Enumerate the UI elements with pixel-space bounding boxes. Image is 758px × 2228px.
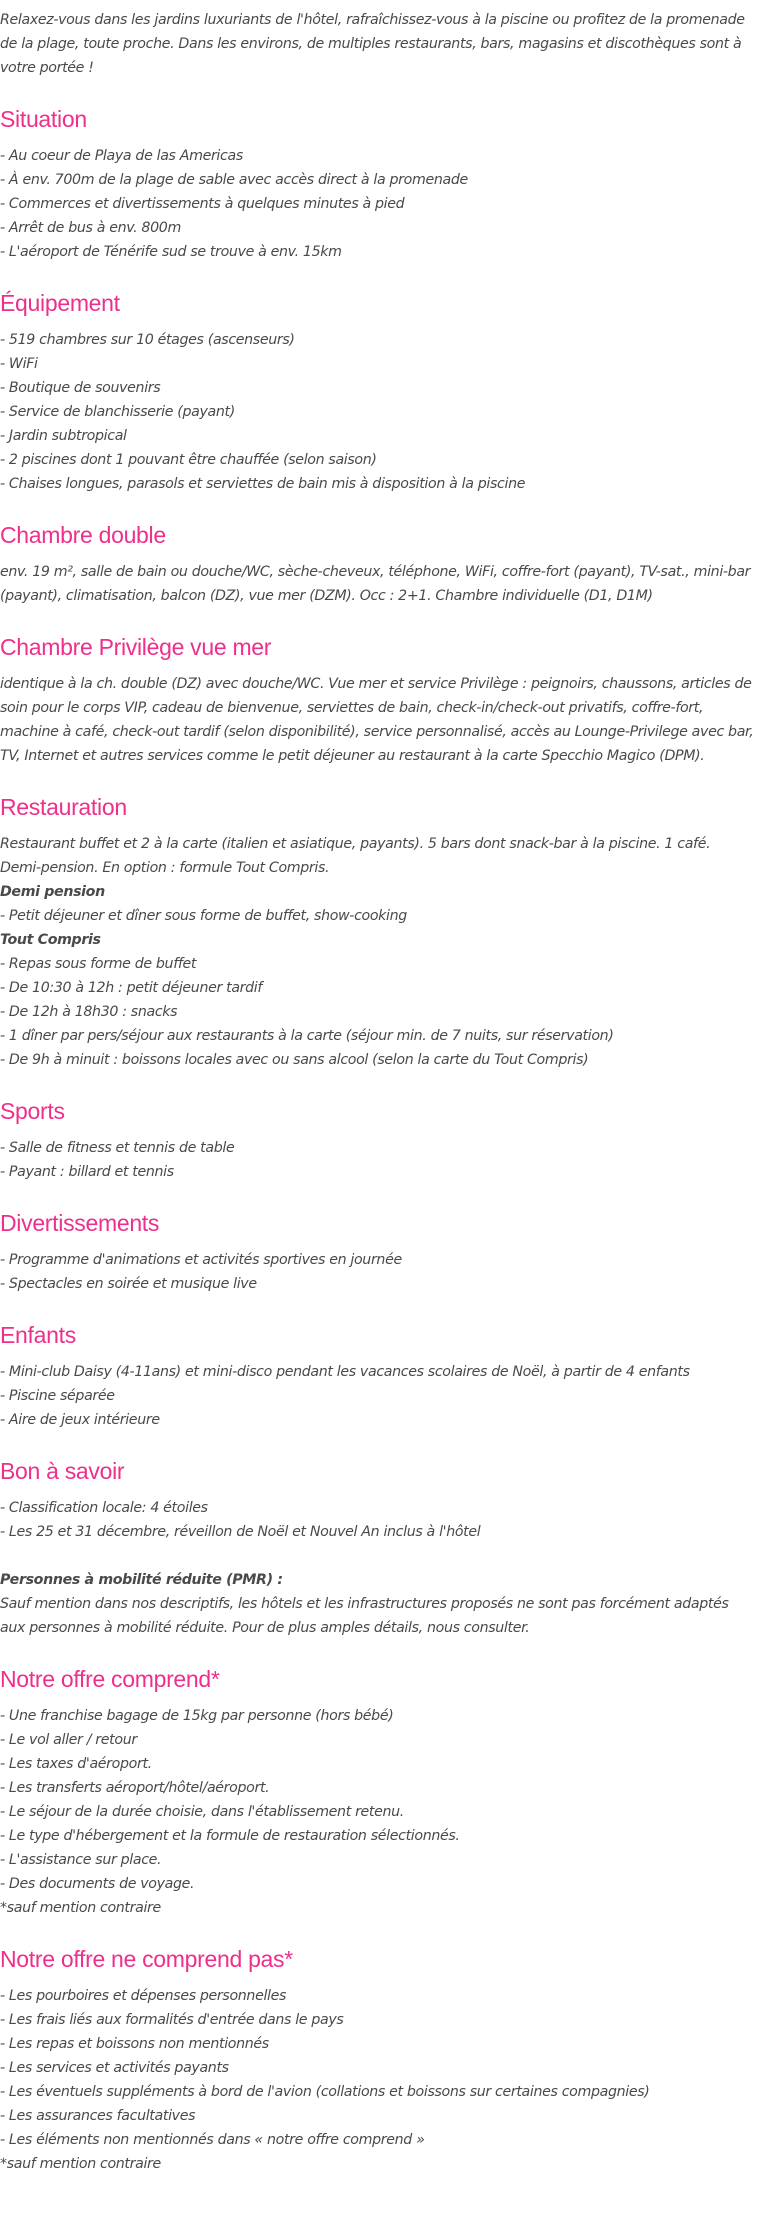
list-item: - Les repas et boissons non mentionnés (0, 2036, 269, 2052)
sports-section (0, 1096, 754, 1184)
list-item: - Les 25 et 31 décembre, réveillon de Noël et Nouvel An inclus à l'hôtel (0, 1524, 481, 1540)
list-item: - Repas sous forme de buffet (0, 956, 197, 972)
list-item: - Les assurances facultatives (0, 2108, 196, 2124)
list-item: - Classification locale: 4 étoiles (0, 1500, 208, 1516)
list-item: - Programme d'animations et activités sportives en journée (0, 1252, 402, 1268)
restauration-section (0, 792, 754, 1072)
bon-a-savoir-list (0, 1496, 754, 1544)
sports-heading: Sports (0, 1098, 65, 1124)
list-item: - De 10:30 à 12h : petit déjeuner tardif (0, 980, 263, 996)
list-item: - Le séjour de la durée choisie, dans l'établissement retenu. (0, 1804, 404, 1820)
situation-heading: Situation (0, 106, 87, 132)
list-item: - Une franchise bagage de 15kg par personne (hors bébé) (0, 1708, 394, 1724)
list-item: - Jardin subtropical (0, 428, 127, 444)
list-item: - Service de blanchisserie (payant) (0, 404, 235, 420)
list-item: - Le vol aller / retour (0, 1732, 137, 1748)
equipement-heading: Équipement (0, 290, 120, 316)
list-item: - Petit déjeuner et dîner sous forme de buffet, show-cooking (0, 908, 407, 924)
tout-compris-list (0, 952, 754, 1072)
chambre-privilege-section (0, 632, 754, 768)
offre-ne-comprend-section (0, 1944, 754, 2176)
enfants-list (0, 1360, 754, 1432)
offre-ne-comprend-heading: Notre offre ne comprend pas* (0, 1946, 293, 1972)
list-item: - Des documents de voyage. (0, 1876, 195, 1892)
list-item: - De 9h à minuit : boissons locales avec ou sans alcool (selon la carte du Tout Compris) (0, 1052, 589, 1068)
divertissements-list (0, 1248, 754, 1296)
list-item: - Chaises longues, parasols et serviettes de bain mis à disposition à la piscine (0, 476, 526, 492)
divertissements-heading: Divertissements (0, 1210, 160, 1236)
intro-text: Relaxez-vous dans les jardins luxuriants de l'hôtel, rafraîchissez-vous à la piscine ou profitez de la promenade de la plage, toute proche. Dans les environs, de multiples restaurants, bars, magasins et discothèques sont à votre portée ! (0, 12, 745, 76)
list-item: - Mini-club Daisy (4-11ans) et mini-disco pendant les vacances scolaires de Noël, à partir de 4 enfants (0, 1364, 690, 1380)
restauration-line-1: Restaurant buffet et 2 à la carte (italien et asiatique, payants). 5 bars dont snack-bar à la piscine. 1 café. (0, 836, 711, 852)
list-item: - À env. 700m de la plage de sable avec accès direct à la promenade (0, 172, 468, 188)
offre-comprend-list (0, 1704, 754, 1896)
divertissements-section (0, 1208, 754, 1296)
list-item: - Les pourboires et dépenses personnelles (0, 1988, 287, 2004)
situation-section (0, 104, 754, 264)
list-item: - Payant : billard et tennis (0, 1164, 174, 1180)
list-item: - WiFi (0, 356, 38, 372)
list-item: - 2 piscines dont 1 pouvant être chauffée (selon saison) (0, 452, 377, 468)
list-item: - Les éléments non mentionnés dans « notre offre comprend » (0, 2132, 425, 2148)
offre-comprend-section (0, 1664, 754, 1920)
list-item: - L'aéroport de Ténérife sud se trouve à env. 15km (0, 244, 342, 260)
situation-list (0, 144, 754, 264)
chambre-double-text: env. 19 m², salle de bain ou douche/WC, sèche-cheveux, téléphone, WiFi, coffre-fort (payant), TV-sat., mini-bar (payant), climatisation, balcon (DZ), vue mer (DZM). Occ : 2+1. Chambre individuelle (D1, D1M) (0, 564, 751, 604)
chambre-privilege-text: identique à la ch. double (DZ) avec douche/WC. Vue mer et service Privilège : peignoirs, chaussons, articles de soin pour le corps VIP, cadeau de bienvenue, serviettes de bain, check-in/check-out privatifs, coffre-fort, machine à café, check-out tardif (selon disponibilité), service personnalisé, accès au Lounge-Privilege avec bar, TV, Internet et autres services comme le petit déjeuner au restaurant à la carte Specchio Magico (DPM). (0, 676, 754, 764)
list-item: - Boutique de souvenirs (0, 380, 161, 396)
chambre-double-heading: Chambre double (0, 522, 166, 548)
list-item: - Le type d'hébergement et la formule de restauration sélectionnés. (0, 1828, 460, 1844)
list-item: - Les taxes d'aéroport. (0, 1756, 152, 1772)
sports-list (0, 1136, 754, 1184)
bon-a-savoir-heading: Bon à savoir (0, 1458, 125, 1484)
pmr-text: Sauf mention dans nos descriptifs, les hôtels et les infrastructures proposés ne sont pas forcément adaptés aux personnes à mobilité réduite. Pour de plus amples détails, nous consulter. (0, 1596, 729, 1636)
list-item: - L'assistance sur place. (0, 1852, 162, 1868)
tout-compris-title: Tout Compris (0, 932, 101, 948)
pmr-title: Personnes à mobilité réduite (PMR) : (0, 1572, 283, 1588)
list-item: - Arrêt de bus à env. 800m (0, 220, 181, 236)
list-item: - Aire de jeux intérieure (0, 1412, 160, 1428)
spacer (0, 1544, 754, 1568)
restauration-heading: Restauration (0, 794, 127, 820)
demi-pension-list (0, 904, 754, 928)
enfants-section (0, 1320, 754, 1432)
intro-section (0, 8, 754, 80)
bon-a-savoir-section (0, 1456, 754, 1640)
list-item: - 519 chambres sur 10 étages (ascenseurs) (0, 332, 295, 348)
list-item: - Commerces et divertissements à quelques minutes à pied (0, 196, 405, 212)
equipement-section (0, 288, 754, 496)
list-item: - Les transferts aéroport/hôtel/aéroport. (0, 1780, 270, 1796)
list-item: - Les frais liés aux formalités d'entrée dans le pays (0, 2012, 344, 2028)
list-item: - Piscine séparée (0, 1388, 115, 1404)
restauration-line-2: Demi-pension. En option : formule Tout Compris. (0, 860, 330, 876)
offre-comprend-note: *sauf mention contraire (0, 1900, 161, 1916)
chambre-privilege-heading: Chambre Privilège vue mer (0, 634, 272, 660)
list-item: - 1 dîner par pers/séjour aux restaurants à la carte (séjour min. de 7 nuits, sur réservation) (0, 1028, 614, 1044)
list-item: - Les éventuels suppléments à bord de l'avion (collations et boissons sur certaines compagnies) (0, 2084, 650, 2100)
offre-ne-comprend-list (0, 1984, 754, 2152)
equipement-list (0, 328, 754, 496)
offre-comprend-heading: Notre offre comprend* (0, 1666, 220, 1692)
list-item: - Au coeur de Playa de las Americas (0, 148, 243, 164)
chambre-double-section (0, 520, 754, 608)
list-item: - Spectacles en soirée et musique live (0, 1276, 257, 1292)
list-item: - De 12h à 18h30 : snacks (0, 1004, 178, 1020)
list-item: - Salle de fitness et tennis de table (0, 1140, 235, 1156)
demi-pension-title: Demi pension (0, 884, 105, 900)
list-item: - Les services et activités payants (0, 2060, 229, 2076)
offre-ne-comprend-note: *sauf mention contraire (0, 2156, 161, 2172)
enfants-heading: Enfants (0, 1322, 76, 1348)
